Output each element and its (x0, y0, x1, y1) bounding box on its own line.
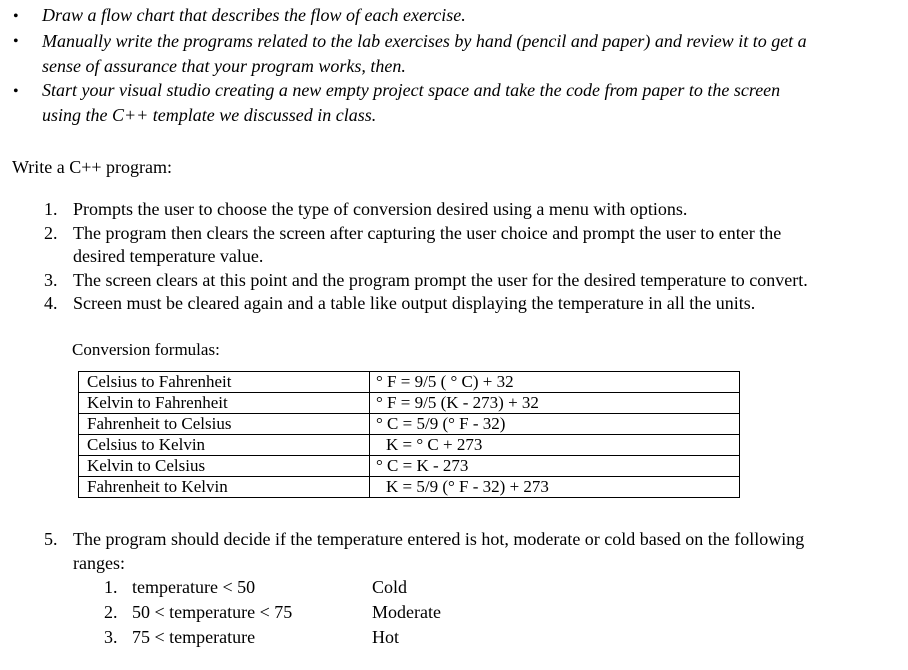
range-condition: 50 < temperature < 75 (132, 602, 293, 622)
range-label: Moderate (372, 602, 441, 622)
step-text: The program should decide if the temperature entered is hot, moderate or cold based on the following (73, 529, 805, 549)
conversion-name: Fahrenheit to Celsius (79, 414, 370, 435)
bullet-text: Draw a flow chart that describes the flow of each exercise. (42, 5, 466, 25)
step-text: The program then clears the screen after capturing the user choice and prompt the user to enter the (73, 223, 782, 243)
formulas-caption: Conversion formulas: (72, 340, 220, 359)
conversion-formula: K = ° C + 273 (370, 435, 740, 456)
range-label: Hot (372, 627, 399, 647)
step-number: 3. (44, 270, 58, 290)
bullet-text: Start your visual studio creating a new empty project space and take the code from paper to the screen (42, 80, 781, 100)
table-row (79, 414, 740, 435)
bullet-dot: • (13, 8, 19, 25)
table-row (79, 456, 740, 477)
step-text: Prompts the user to choose the type of conversion desired using a menu with options. (73, 199, 688, 219)
step-text: ranges: (73, 553, 125, 573)
step-text: desired temperature value. (73, 246, 264, 266)
conversion-name: Kelvin to Celsius (79, 456, 370, 477)
conversion-name: Celsius to Kelvin (79, 435, 370, 456)
step-text: The screen clears at this point and the program prompt the user for the desired temperature to convert. (73, 270, 808, 290)
conversion-name: Kelvin to Fahrenheit (79, 393, 370, 414)
bullet-text: using the C++ template we discussed in class. (42, 105, 377, 125)
conversion-formula: K = 5/9 (° F - 32) + 273 (370, 477, 740, 498)
range-label: Cold (372, 577, 408, 597)
table-row (79, 477, 740, 498)
range-condition: 75 < temperature (132, 627, 256, 647)
step-number: 4. (44, 293, 58, 313)
table-row (79, 372, 740, 393)
range-number: 3. (104, 627, 118, 647)
table-row (79, 393, 740, 414)
step-text: Screen must be cleared again and a table like output displaying the temperature in all the units. (73, 293, 756, 313)
range-number: 1. (104, 577, 118, 597)
conversion-name: Fahrenheit to Kelvin (79, 477, 370, 498)
conversion-formula: ° F = 9/5 ( ° C) + 32 (370, 372, 740, 393)
bullet-dot: • (13, 33, 19, 50)
formula-table (78, 371, 740, 498)
table-row (79, 435, 740, 456)
range-number: 2. (104, 602, 118, 622)
step-number: 2. (44, 223, 58, 243)
bullet-text: sense of assurance that your program works, then. (42, 56, 406, 76)
range-condition: temperature < 50 (132, 577, 256, 597)
bullet-text: Manually write the programs related to the lab exercises by hand (pencil and paper) and review it to get a (42, 31, 807, 51)
step-number: 1. (44, 199, 58, 219)
conversion-formula: ° C = 5/9 (° F - 32) (370, 414, 740, 435)
conversion-formula: ° F = 9/5 (K - 273) + 32 (370, 393, 740, 414)
conversion-formula: ° C = K - 273 (370, 456, 740, 477)
step-number: 5. (44, 529, 58, 549)
section-heading: Write a C++ program: (12, 157, 173, 177)
conversion-name: Celsius to Fahrenheit (79, 372, 370, 393)
bullet-dot: • (13, 83, 19, 100)
